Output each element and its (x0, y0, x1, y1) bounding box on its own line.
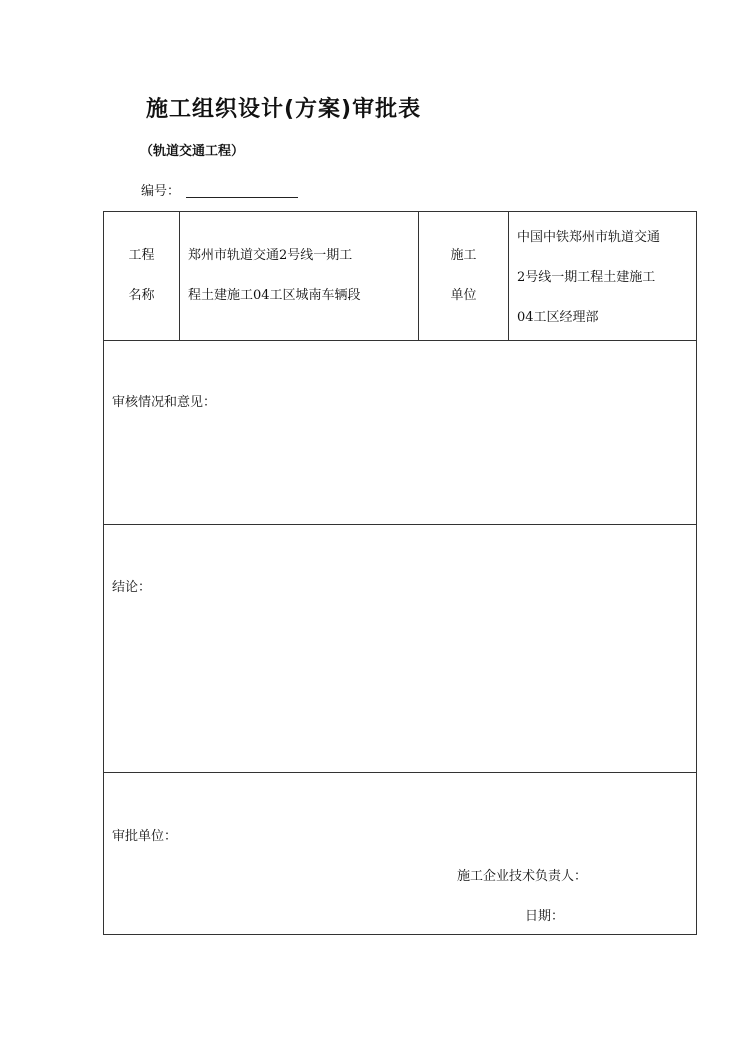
construction-unit-line3: 04工区经理部 (517, 310, 599, 325)
review-row (104, 341, 697, 525)
construction-unit-value-cell (509, 212, 697, 341)
project-name-label-line1: 工程 (128, 248, 155, 263)
form-subtitle: （轨道交通工程） (140, 144, 245, 159)
construction-unit-label-line2: 单位 (450, 288, 477, 303)
project-name-value-cell (180, 212, 419, 341)
document-number-label: 编号： (141, 184, 181, 199)
construction-unit-line2: 2号线一期工程土建施工 (517, 270, 656, 285)
review-opinion-label: 审核情况和意见： (112, 395, 217, 410)
project-name-label-cell (104, 212, 180, 341)
approval-row (104, 773, 697, 935)
project-info-row (104, 212, 697, 341)
project-name-line2: 程土建施工04工区城南车辆段 (188, 288, 361, 303)
technical-responsible-label: 施工企业技术负责人： (457, 869, 588, 884)
construction-unit-label-cell (419, 212, 509, 341)
conclusion-label: 结论： (112, 580, 152, 595)
date-label: 日期： (525, 909, 565, 924)
project-name-label-line2: 名称 (128, 288, 155, 303)
form-title: 施工组织设计(方案)审批表 (146, 97, 422, 122)
document-number-field[interactable] (186, 197, 298, 198)
construction-unit-label-line1: 施工 (450, 248, 477, 263)
construction-unit-line1: 中国中铁郑州市轨道交通 (517, 230, 661, 245)
approval-form-table (103, 211, 697, 935)
project-name-line1: 郑州市轨道交通2号线一期工 (188, 248, 353, 263)
approval-unit-label: 审批单位： (112, 829, 178, 844)
review-cell[interactable] (104, 341, 697, 525)
conclusion-row (104, 525, 697, 773)
conclusion-cell[interactable] (104, 525, 697, 773)
approval-cell[interactable] (104, 773, 697, 935)
